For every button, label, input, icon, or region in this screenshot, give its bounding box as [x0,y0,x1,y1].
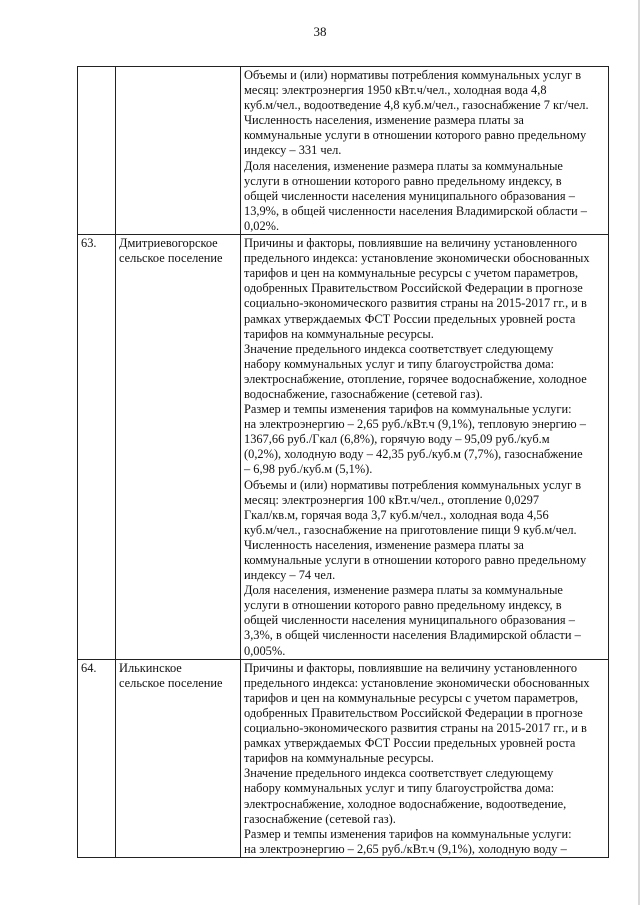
settlement-name-line: сельское поселение [119,675,223,690]
index-description [241,659,609,857]
table-row [78,235,609,660]
description-line: Размер и темпы изменения тарифов на коммунальные услуги: [244,402,572,417]
description-line: Причины и факторы, повлиявшие на величину установленного [244,660,578,675]
description-line: 1367,66 руб./Гкал (6,8%), горячую воду – 95,09 руб./куб.м [244,432,550,447]
description-line: тарифов на коммунальные ресурсы. [244,751,434,766]
table-row [78,659,609,857]
description-line: Численность населения, изменение размера платы за [244,537,524,552]
description-line: одобренных Правительством Российской Федерации в прогнозе [244,705,583,720]
description-line: услуги в отношении которого равно предельному индексу, в [244,173,562,188]
description-line: Значение предельного индекса соответствует следующему [244,341,554,356]
description-line: предельного индекса: установление экономически обоснованных [244,675,590,690]
description-line: Объемы и (или) нормативы потребления коммунальных услуг в [244,477,582,492]
description-line: коммунальные услуги в отношении которого равно предельному [244,128,587,143]
index-description [241,235,609,660]
description-line: месяц: электроэнергия 1950 кВт.ч/чел., холодная вода 4,8 [244,83,547,98]
row-number: 64. [78,659,116,857]
description-line: социально-экономического развития страны на 2015-2017 гг., и в [244,296,587,311]
description-line: Объемы и (или) нормативы потребления коммунальных услуг в [244,68,582,82]
description-line: рамках утверждаемых ФСТ России предельных уровней роста [244,736,576,751]
settlement-name-line: Илькинское [119,660,182,675]
description-line: куб.м/чел., газоснабжение на приготовление пищи 9 куб.м/чел. [244,522,577,537]
description-line: – 6,98 руб./куб.м (5,1%). [244,462,373,477]
description-line: водоснабжение, газоснабжение (сетевой газ). [244,386,483,401]
description-line: Причины и факторы, повлиявшие на величину установленного [244,236,578,251]
page-number: 38 [313,24,327,39]
settlement-name-line: Дмитриевогорское [119,236,218,251]
description-line: месяц: электроэнергия 100 кВт.ч/чел., отопление 0,0297 [244,492,540,507]
description-line: 0,005%. [244,643,286,658]
description-line: индексу – 331 чел. [244,143,342,158]
settlement-name [116,67,241,235]
description-line: Значение предельного индекса соответствует следующему [244,766,554,781]
description-line: коммунальные услуги в отношении которого равно предельному [244,553,587,567]
description-line: электроснабжение, отопление, горячее водоснабжение, холодное [244,371,587,386]
description-line: предельного индекса: установление экономически обоснованных [244,251,590,266]
description-line: индексу – 74 чел. [244,568,336,583]
description-line: тарифов и цен на коммунальные ресурсы с учетом параметров, [244,266,579,281]
description-line: набору коммунальных услуг и типу благоустройства дома: [244,781,555,796]
description-line: 0,02%. [244,218,280,233]
description-line: тарифов на коммунальные ресурсы. [244,326,434,341]
table-row [78,67,609,235]
description-line: 13,9%, в общей численности населения Владимирской области – [244,203,587,218]
description-line: Численность населения, изменение размера платы за [244,113,524,128]
municipal-index-table [77,66,609,858]
description-line: социально-экономического развития страны на 2015-2017 гг., и в [244,721,587,736]
settlement-name-line: сельское поселение [119,251,223,266]
description-line: общей численности населения муниципального образования – [244,613,575,628]
description-line: на электроэнергию – 2,65 руб./кВт.ч (9,1%), тепловую энергию – [244,417,586,432]
settlement-name [116,235,241,660]
row-number [78,67,116,235]
table-body [78,67,609,858]
description-line: 3,3%, в общей численности населения Владимирской области – [244,628,581,643]
index-description [241,67,609,235]
description-line: на электроэнергию – 2,65 руб./кВт.ч (9,1%), холодную воду – [244,841,567,856]
row-number: 63. [78,235,116,660]
description-line: Размер и темпы изменения тарифов на коммунальные услуги: [244,826,572,841]
settlement-name [116,659,241,857]
description-line: услуги в отношении которого равно предельному индексу, в [244,598,562,613]
description-line: общей численности населения муниципального образования – [244,188,575,203]
description-line: электроснабжение, холодное водоснабжение, водоотведение, [244,796,567,811]
description-line: Доля населения, изменение размера платы за коммунальные [244,583,563,598]
description-line: набору коммунальных услуг и типу благоустройства дома: [244,356,555,371]
description-line: рамках утверждаемых ФСТ России предельных уровней роста [244,311,576,326]
description-line: Доля населения, изменение размера платы за коммунальные [244,158,563,173]
description-line: (0,2%), холодную воду – 42,35 руб./куб.м (7,7%), газоснабжение [244,447,583,462]
description-line: тарифов и цен на коммунальные ресурсы с учетом параметров, [244,690,579,705]
description-line: газоснабжение (сетевой газ). [244,811,396,826]
description-line: Гкал/кв.м, горячая вода 3,7 куб.м/чел., холодная вода 4,56 [244,507,549,522]
description-line: куб.м/чел., водоотведение 4,8 куб.м/чел., газоснабжение 7 кг/чел. [244,98,589,113]
description-line: одобренных Правительством Российской Федерации в прогнозе [244,281,583,296]
